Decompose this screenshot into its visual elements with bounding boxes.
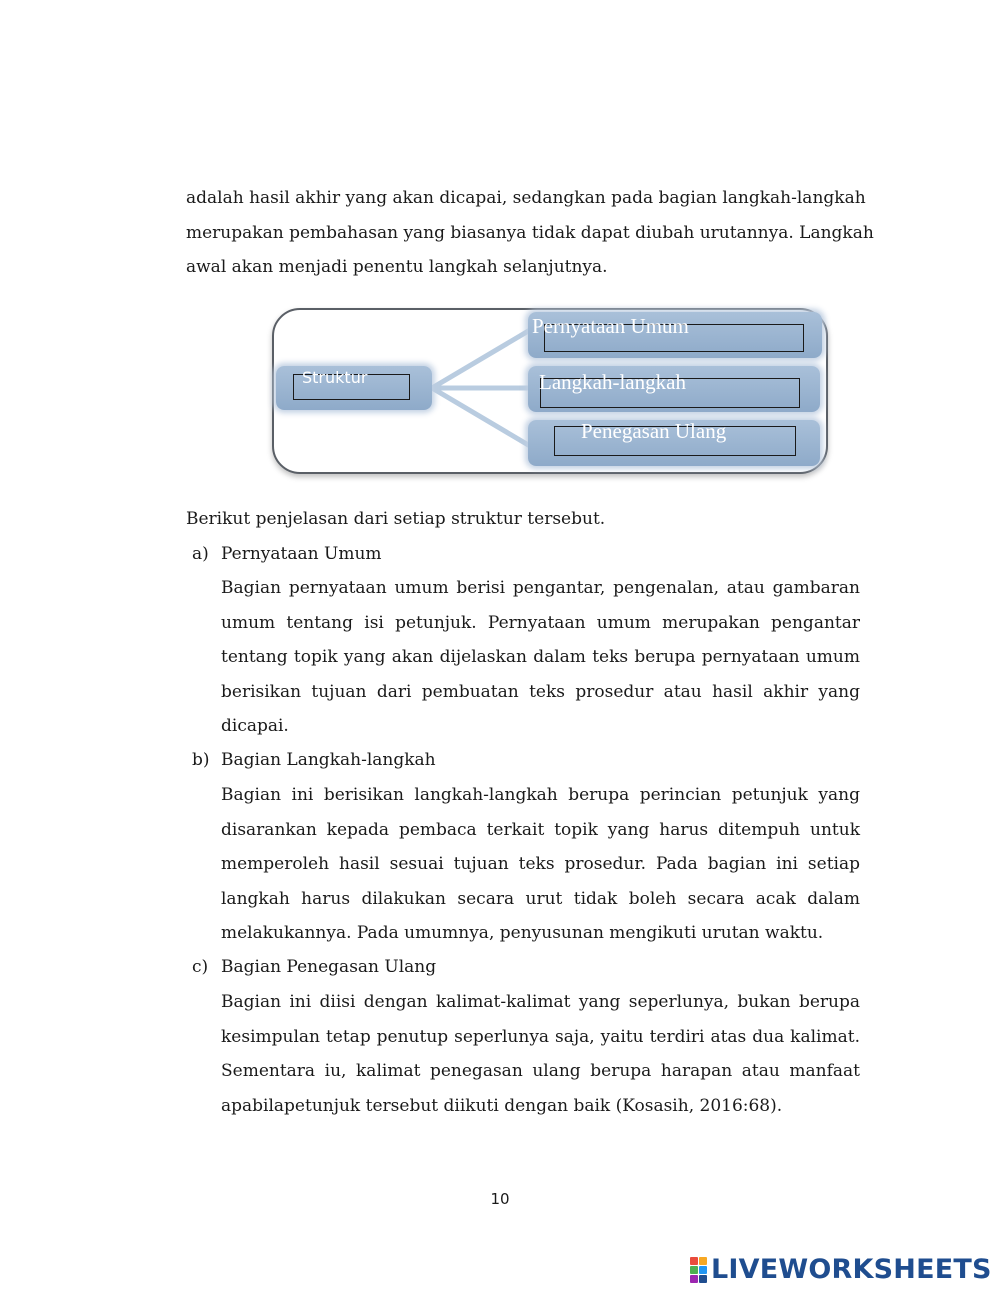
item-c-body [221, 985, 860, 1123]
intro-line: merupakan pembahasan yang biasanya tidak dapat diubah urutannya. Langkah [186, 222, 874, 243]
item-a-line: Bagian pernyataan umum berisi pengantar, pengenalan, atau gambaran [221, 578, 860, 598]
node-langkah-langkah [528, 366, 820, 412]
item-b-line: memperoleh hasil sesuai tujuan teks prosedur. Pada bagian ini setiap [221, 854, 860, 874]
item-c-line: Bagian ini diisi dengan kalimat-kalimat yang seperlunya, bukan berupa [221, 992, 860, 1012]
item-c-marker: c) [192, 957, 209, 977]
item-b-title: Bagian Langkah-langkah [221, 750, 436, 770]
item-b-line: langkah harus dilakukan secara urut tidak boleh secara acak dalam [221, 888, 860, 909]
item-c-line: apabilapetunjuk tersebut diikuti dengan baik (Kosasih, 2016:68). [221, 1095, 783, 1116]
item-b-body [221, 778, 860, 951]
node-pernyataan-label: Pernyataan Umum [532, 314, 689, 338]
item-c-line: Sementara iu, kalimat penegasan ulang berupa harapan atau manfaat [221, 1061, 860, 1081]
item-a-line: berisikan tujuan dari pembuatan teks prosedur atau hasil akhir yang [221, 681, 860, 702]
item-c-title: Bagian Penegasan Ulang [221, 957, 437, 977]
structure-diagram [272, 308, 826, 472]
intro-line: adalah hasil akhir yang akan dicapai, sedangkan pada bagian langkah-langkah [186, 188, 866, 208]
item-a-line: tentang topik yang akan dijelaskan dalam teks berupa pernyataan umum [221, 647, 860, 667]
node-langkah-label: Langkah-langkah [539, 370, 686, 394]
node-pernyataan-umum [528, 312, 822, 358]
item-b-marker: b) [192, 750, 210, 770]
node-struktur-label: Struktur [302, 368, 368, 387]
intro-line: awal akan menjadi penentu langkah selanjutnya. [186, 257, 608, 277]
liveworksheets-brand[interactable] [690, 1254, 992, 1285]
lead-sentence: Berikut penjelasan dari setiap struktur tersebut. [186, 509, 606, 529]
page-number: 10 [490, 1190, 510, 1208]
node-penegasan-label: Penegasan Ulang [581, 419, 727, 443]
item-b-line: disarankan kepada pembaca terkait topik yang harus ditempuh untuk [221, 819, 860, 840]
node-struktur [276, 366, 432, 410]
intro-paragraph [186, 181, 874, 285]
item-a-marker: a) [192, 544, 209, 564]
liveworksheets-logo-icon [690, 1257, 707, 1283]
item-b-line: Bagian ini berisikan langkah-langkah berupa perincian petunjuk yang [221, 785, 860, 805]
item-c-line: kesimpulan tetap penutup seperlunya saja, yaitu terdiri atas dua kalimat. [221, 1026, 860, 1047]
item-a-title: Pernyataan Umum [221, 544, 382, 564]
item-a-line: umum tentang isi petunjuk. Pernyataan umum merupakan pengantar [221, 612, 860, 633]
liveworksheets-wordmark: LIVEWORKSHEETS [711, 1254, 992, 1285]
node-penegasan-ulang [528, 420, 820, 466]
item-b-line: melakukannya. Pada umumnya, penyusunan mengikuti urutan waktu. [221, 923, 824, 943]
item-a-body [221, 571, 860, 744]
item-a-line: dicapai. [221, 716, 289, 736]
